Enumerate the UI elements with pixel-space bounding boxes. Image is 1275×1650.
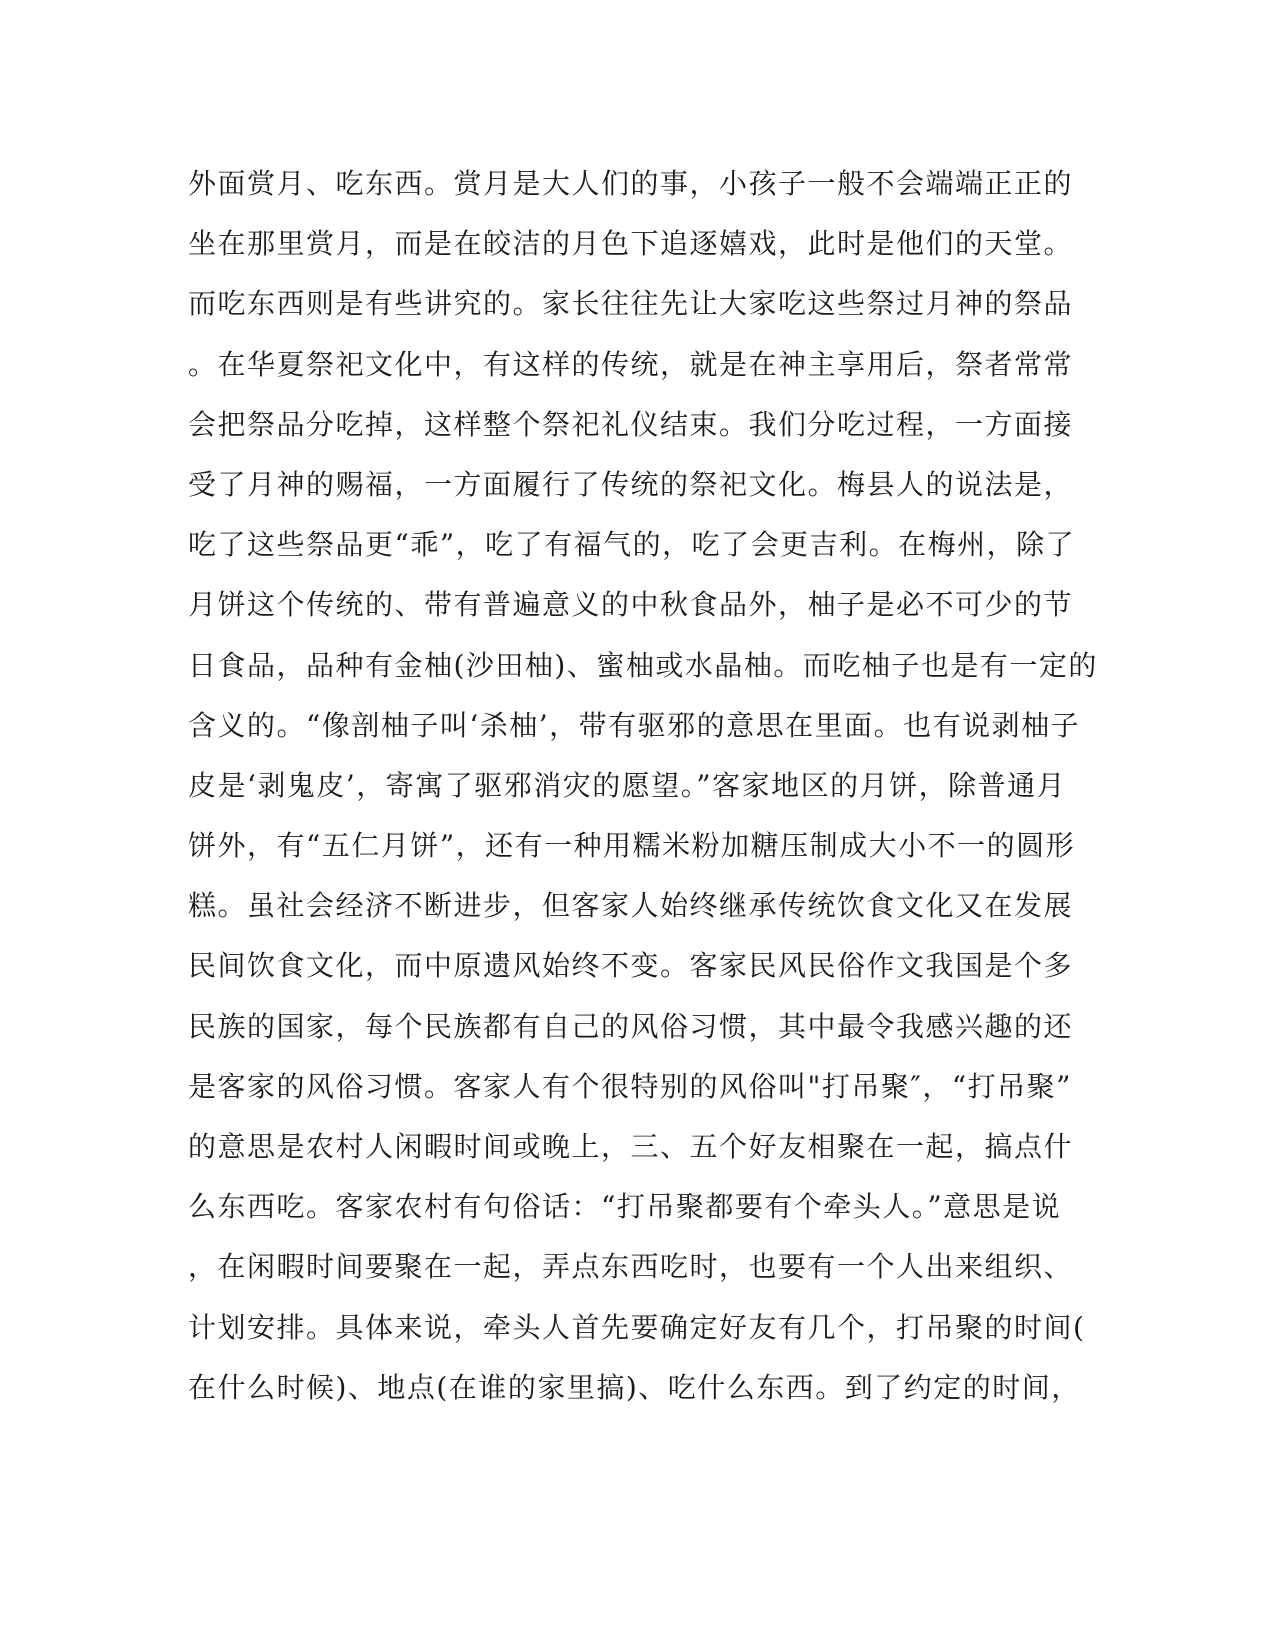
text-line: 吃了这些祭品更“乖”，吃了有福气的，吃了会更吉利。在梅州，除了 — [188, 528, 1076, 562]
text-line: 坐在那里赏月，而是在皎洁的月色下追逐嬉戏，此时是他们的天堂。 — [188, 227, 1074, 261]
text-line: 日食品，品种有金柚(沙田柚)、蜜柚或水晶柚。而吃柚子也是有一定的 — [188, 648, 1098, 682]
text-line: 而吃东西则是有些讲究的。家长往往先让大家吃这些祭过月神的祭品 — [188, 287, 1074, 321]
text-line: 皮是‘剥鬼皮’，寄寓了驱邪消灾的愿望。”客家地区的月饼，除普通月 — [188, 768, 1067, 802]
text-line: 受了月神的赐福，一方面履行了传统的祭祀文化。梅县人的说法是， — [188, 467, 1074, 501]
text-line: 在什么时候)、地点(在谁的家里搞)、吃什么东西。到了约定的时间， — [188, 1370, 1081, 1404]
text-line: 含义的。“像剖柚子叫‘杀柚’，带有驱邪的意思在里面。也有说剥柚子 — [188, 708, 1081, 742]
text-line: 。在华夏祭祀文化中，有这样的传统，就是在神主享用后，祭者常常 — [188, 347, 1074, 381]
text-line: 是客家的风俗习惯。客家人有个很特别的风俗叫"打吊聚″，“打吊聚” — [188, 1069, 1072, 1103]
text-line: 外面赏月、吃东西。赏月是大人们的事，小孩子一般不会端端正正的 — [188, 167, 1074, 200]
text-line: 饼外，有“五仁月饼”，还有一种用糯米粉加糖压制成大小不一的圆形 — [188, 829, 1076, 863]
text-line: 计划安排。具体来说，牵头人首先要确定好友有几个，打吊聚的时间( — [188, 1310, 1086, 1344]
text-line: ，在闲暇时间要聚在一起，弄点东西吃时，也要有一个人出来组织、 — [188, 1250, 1074, 1284]
body-text — [188, 166, 1098, 1430]
text-line: 民间饮食文化，而中原遗风始终不变。客家民风民俗作文我国是个多 — [188, 949, 1074, 983]
text-line: 民族的国家，每个民族都有自己的风俗习惯，其中最令我感兴趣的还 — [188, 1009, 1074, 1043]
text-line: 月饼这个传统的、带有普遍意义的中秋食品外，柚子是必不可少的节 — [188, 588, 1074, 622]
text-line: 么东西吃。客家农村有句俗话：“打吊聚都要有个牵头人。”意思是说 — [188, 1190, 1062, 1224]
text-line: 会把祭品分吃掉，这样整个祭祀礼仪结束。我们分吃过程，一方面接 — [188, 407, 1074, 441]
text-line: 的意思是农村人闲暇时间或晚上，三、五个好友相聚在一起，搞点什 — [188, 1130, 1074, 1163]
text-line: 糕。虽社会经济不断进步，但客家人始终继承传统饮食文化又在发展 — [188, 889, 1074, 923]
